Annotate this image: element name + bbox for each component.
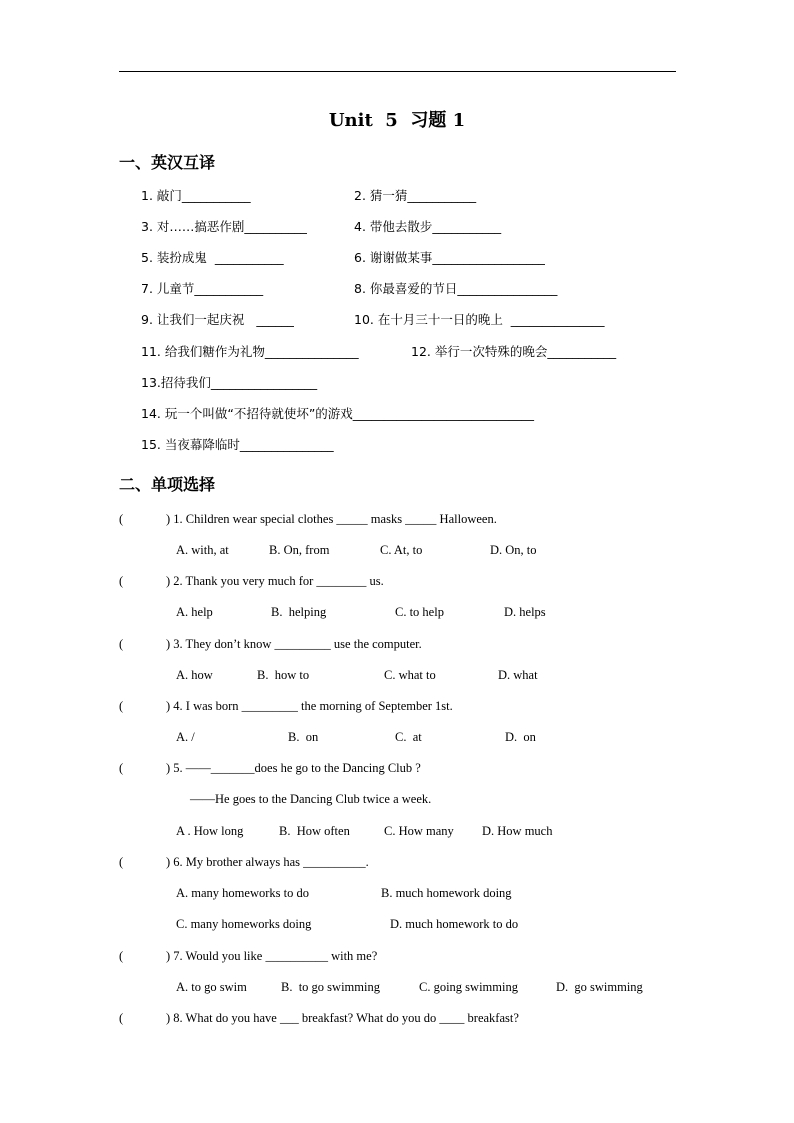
answer-bracket: ( — [119, 949, 124, 963]
question-stem: ) 6. My brother always has __________. — [166, 855, 369, 869]
item-right: 12. 举行一次特殊的晚会___________ — [411, 344, 617, 359]
section-heading-choice: 二、单项选择 — [119, 475, 216, 494]
option: A. many homeworks to do — [176, 886, 309, 900]
option: C. at — [395, 730, 422, 744]
item-single: 13.招待我们_________________ — [141, 375, 318, 390]
option: B. On, from — [269, 543, 330, 557]
item-left: 5. 装扮成鬼 ___________ — [141, 250, 284, 265]
item-right: 8. 你最喜爱的节日________________ — [354, 281, 558, 296]
option: C. going swimming — [419, 980, 518, 994]
item-single: 14. 玩一个叫做“不招待就使坏”的游戏_____________________________ — [141, 406, 535, 421]
option: C. At, to — [380, 543, 423, 557]
question-stem: ) 5. ——_______does he go to the Dancing Club ? — [166, 761, 421, 775]
option: B. to go swimming — [281, 980, 380, 994]
option: C. what to — [384, 668, 436, 682]
question-stem: ) 2. Thank you very much for ________ us. — [166, 574, 384, 588]
option: A. / — [176, 730, 195, 744]
item-single: 15. 当夜幕降临时_______________ — [141, 437, 334, 452]
option: D. On, to — [490, 543, 537, 557]
item-left: 3. 对……搞恶作剧__________ — [141, 219, 307, 234]
header-rule — [119, 71, 676, 72]
question-stem: ) 3. They don’t know _________ use the computer. — [166, 637, 422, 651]
option: A. with, at — [176, 543, 229, 557]
option: C. to help — [395, 605, 444, 619]
item-right: 6. 谢谢做某事__________________ — [354, 250, 545, 265]
option: D. on — [505, 730, 536, 744]
option: B. helping — [271, 605, 327, 619]
item-right: 2. 猜一猜___________ — [354, 188, 477, 203]
answer-bracket: ( — [119, 574, 124, 588]
option: A. to go swim — [176, 980, 247, 994]
option: D. what — [498, 668, 538, 682]
answer-bracket: ( — [119, 1011, 124, 1025]
item-left: 9. 让我们一起庆祝 ______ — [141, 312, 294, 327]
item-right: 4. 带他去散步___________ — [354, 219, 502, 234]
option: D. How much — [482, 824, 553, 838]
answer-bracket: ( — [119, 761, 124, 775]
option: D. much homework to do — [390, 917, 519, 931]
option: B. much homework doing — [381, 886, 512, 900]
option: B. how to — [257, 668, 310, 682]
answer-bracket: ( — [119, 637, 124, 651]
option: C. How many — [384, 824, 454, 838]
answer-bracket: ( — [119, 699, 124, 713]
option: B. How often — [279, 824, 350, 838]
answer-bracket: ( — [119, 855, 124, 869]
option: A. how — [176, 668, 213, 682]
question-stem: ) 7. Would you like __________ with me? — [166, 949, 378, 963]
option: D. go swimming — [556, 980, 643, 994]
item-left: 7. 儿童节___________ — [141, 281, 264, 296]
item-left: 11. 给我们糖作为礼物_______________ — [141, 344, 359, 359]
item-left: 1. 敲门___________ — [141, 188, 251, 203]
question-stem: ) 8. What do you have ___ breakfast? What do you do ____ breakfast? — [166, 1011, 519, 1025]
answer-bracket: ( — [119, 512, 124, 526]
section-heading-translation: 一、英汉互译 — [119, 153, 216, 172]
question-dialogue: ——He goes to the Dancing Club twice a week. — [190, 792, 432, 806]
option: D. helps — [504, 605, 546, 619]
option: A. help — [176, 605, 213, 619]
page-title: Unit 5 习题 1 — [328, 110, 466, 131]
question-stem: ) 1. Children wear special clothes _____ masks _____ Halloween. — [166, 512, 497, 526]
option: B. on — [288, 730, 319, 744]
option: A . How long — [176, 824, 244, 838]
option: C. many homeworks doing — [176, 917, 312, 931]
item-right: 10. 在十月三十一日的晚上 _______________ — [354, 312, 605, 327]
question-stem: ) 4. I was born _________ the morning of September 1st. — [166, 699, 453, 713]
